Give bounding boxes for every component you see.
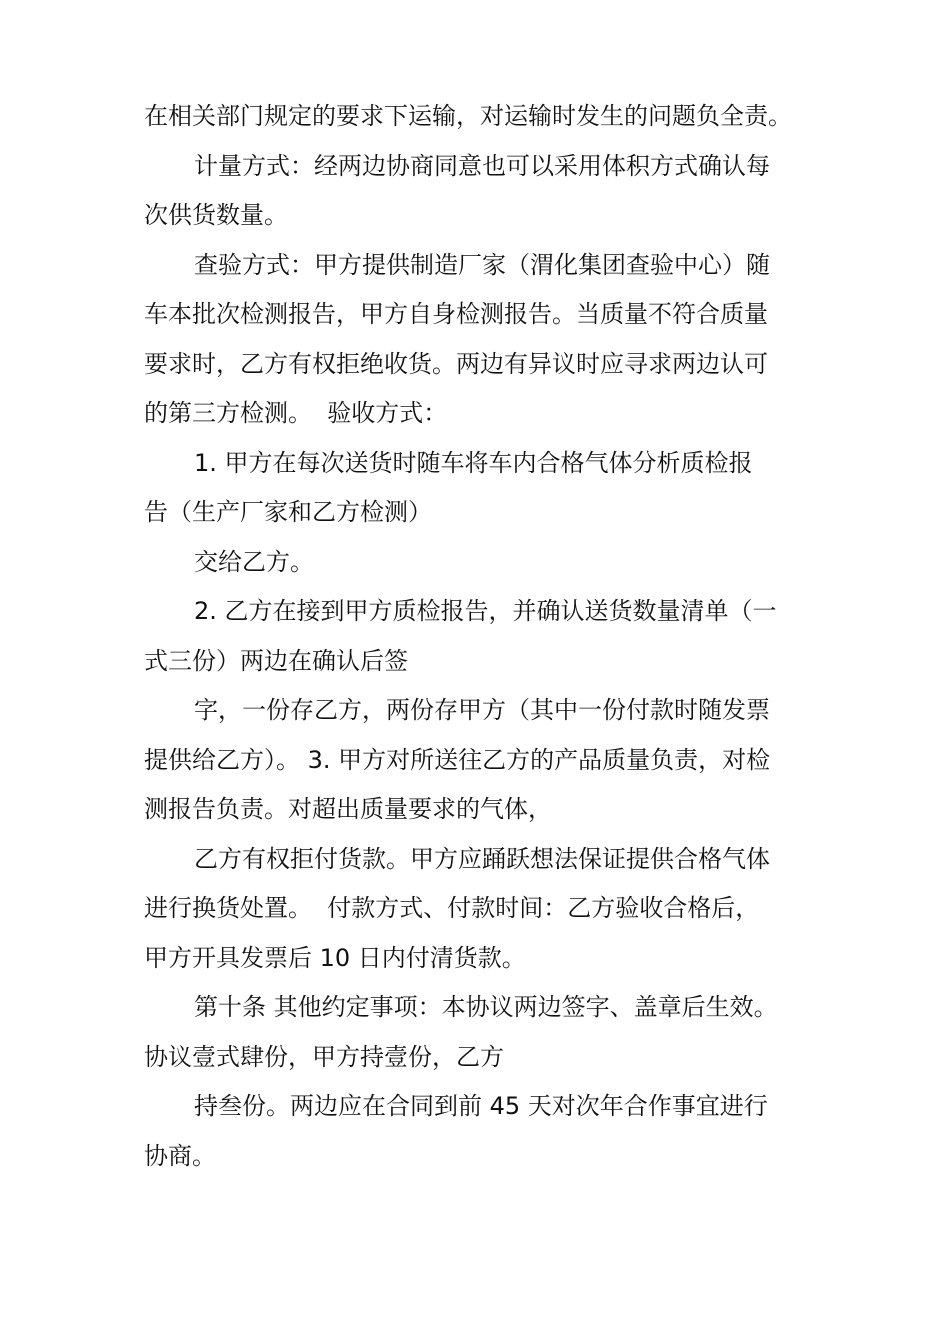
- text-line: 计量方式：经两边协商同意也可以采用体积方式确认每: [194, 151, 770, 180]
- text-line: 协议壹式肆份，甲方持壹份，乙方: [144, 1042, 504, 1071]
- text-line: 甲方开具发票后 10 日内付清货款。: [144, 943, 526, 972]
- document-body: [144, 92, 814, 1181]
- text-line: 字，一份存乙方，两份存甲方（其中一份付款时随发票: [194, 696, 770, 724]
- text-line: 式三份）两边在确认后签: [144, 646, 408, 675]
- text-line: 进行换货处置。 付款方式、付款时间：乙方验收合格后，: [144, 894, 760, 922]
- text-line: 2. 乙方在接到甲方质检报告，并确认送货数量清单（一: [194, 597, 777, 625]
- text-line: 1. 甲方在每次送货时随车将车内合格气体分析质检报: [194, 448, 753, 477]
- text-line: 提供给乙方）。 3. 甲方对所送往乙方的产品质量负责，对检: [144, 745, 771, 774]
- text-line: 协商。: [144, 1141, 216, 1170]
- text-line: 交给乙方。: [194, 547, 314, 576]
- text-line: 第十条 其他约定事项：本协议两边签字、盖章后生效。: [194, 993, 778, 1021]
- text-line: 的第三方检测。 验收方式：: [144, 399, 448, 427]
- text-line: 次供货数量。: [144, 201, 288, 229]
- text-line: 测报告负责。对超出质量要求的气体，: [144, 795, 552, 823]
- text-line: 告（生产厂家和乙方检测）: [144, 498, 432, 526]
- text-line: 要求时，乙方有权拒绝收货。两边有异议时应寻求两边认可: [144, 349, 768, 378]
- text-line: 乙方有权拒付货款。甲方应踊跃想法保证提供合格气体: [194, 844, 770, 873]
- text-line: 持叁份。两边应在合同到前 45 天对次年合作事宜进行: [194, 1092, 768, 1120]
- text-line: 在相关部门规定的要求下运输，对运输时发生的问题负全责。: [144, 102, 792, 130]
- text-line: 查验方式：甲方提供制造厂家（渭化集团查验中心）随: [194, 250, 770, 279]
- text-line: 车本批次检测报告，甲方自身检测报告。当质量不符合质量: [144, 300, 768, 328]
